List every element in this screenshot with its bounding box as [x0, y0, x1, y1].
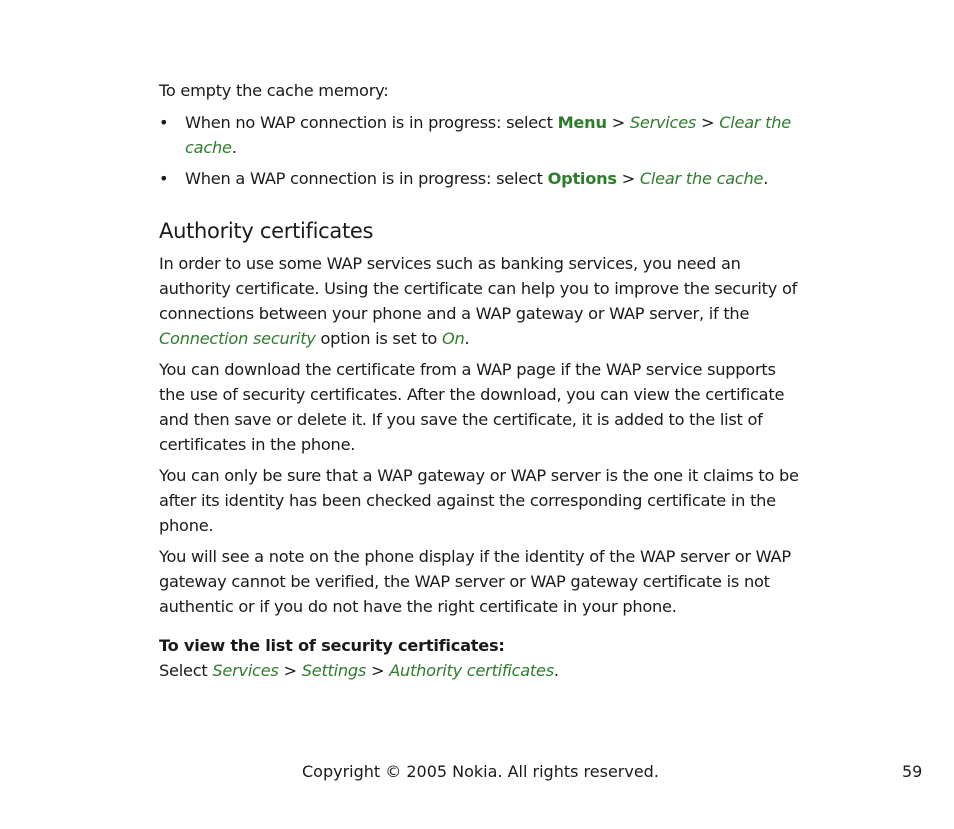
- paragraph-2: You can download the certificate from a WAP page if the WAP service supports the use of security certificates. After the download, you can view the certificate and then save or delete it. If you save the certificate, it is added to the list of certificates in the phone.: [159, 360, 785, 454]
- list-item: [159, 110, 799, 160]
- paragraph-text: option is set to: [315, 329, 442, 348]
- cache-intro: To empty the cache memory:: [159, 81, 389, 100]
- separator: >: [278, 661, 302, 680]
- menu-link: Menu: [557, 113, 607, 132]
- page-content: [159, 78, 799, 683]
- period: .: [553, 661, 559, 680]
- select-path: [159, 658, 799, 683]
- page-number: 59: [902, 762, 923, 781]
- copyright-notice: Copyright © 2005 Nokia. All rights reserved.: [302, 762, 659, 781]
- period: .: [464, 329, 470, 348]
- separator: >: [616, 169, 640, 188]
- authority-certificates-link: Authority certificates: [389, 661, 554, 680]
- services-link: Services: [629, 113, 697, 132]
- paragraph-text: In order to use some WAP services such as banking services, you need an authority certificate. Using the certificate can help you to improve the security of connections between your phone and a WAP gateway or WAP server, if the: [159, 254, 798, 323]
- on-option: On: [441, 329, 465, 348]
- paragraph-4: You will see a note on the phone display if the identity of the WAP server or WAP gateway cannot be verified, the WAP server or WAP gateway certificate is not authentic or if you do not have the right certificate in your phone.: [159, 547, 791, 616]
- period: .: [763, 169, 769, 188]
- step-text: When a WAP connection is in progress: select: [185, 169, 548, 188]
- clear-cache-link: Clear the cache: [185, 113, 791, 157]
- services-link: Services: [212, 661, 279, 680]
- cache-steps-list: [159, 110, 799, 191]
- subheading: To view the list of security certificates:: [159, 636, 505, 655]
- separator: >: [696, 113, 720, 132]
- select-text: Select: [159, 661, 213, 680]
- clear-cache-link: Clear the cache: [639, 169, 764, 188]
- period: .: [231, 138, 237, 157]
- settings-link: Settings: [301, 661, 367, 680]
- bullet-icon: •: [159, 169, 169, 188]
- paragraph-1: [159, 251, 799, 351]
- list-item: [159, 166, 799, 191]
- separator: >: [366, 661, 390, 680]
- options-link: Options: [547, 169, 617, 188]
- separator: >: [606, 113, 630, 132]
- bullet-icon: •: [159, 113, 169, 132]
- connection-security-link: Connection security: [159, 329, 316, 348]
- step-text: When no WAP connection is in progress: select: [185, 113, 558, 132]
- paragraph-3: You can only be sure that a WAP gateway or WAP server is the one it claims to be after its identity has been checked against the corresponding certificate in the phone.: [159, 466, 799, 535]
- section-heading: Authority certificates: [159, 219, 374, 243]
